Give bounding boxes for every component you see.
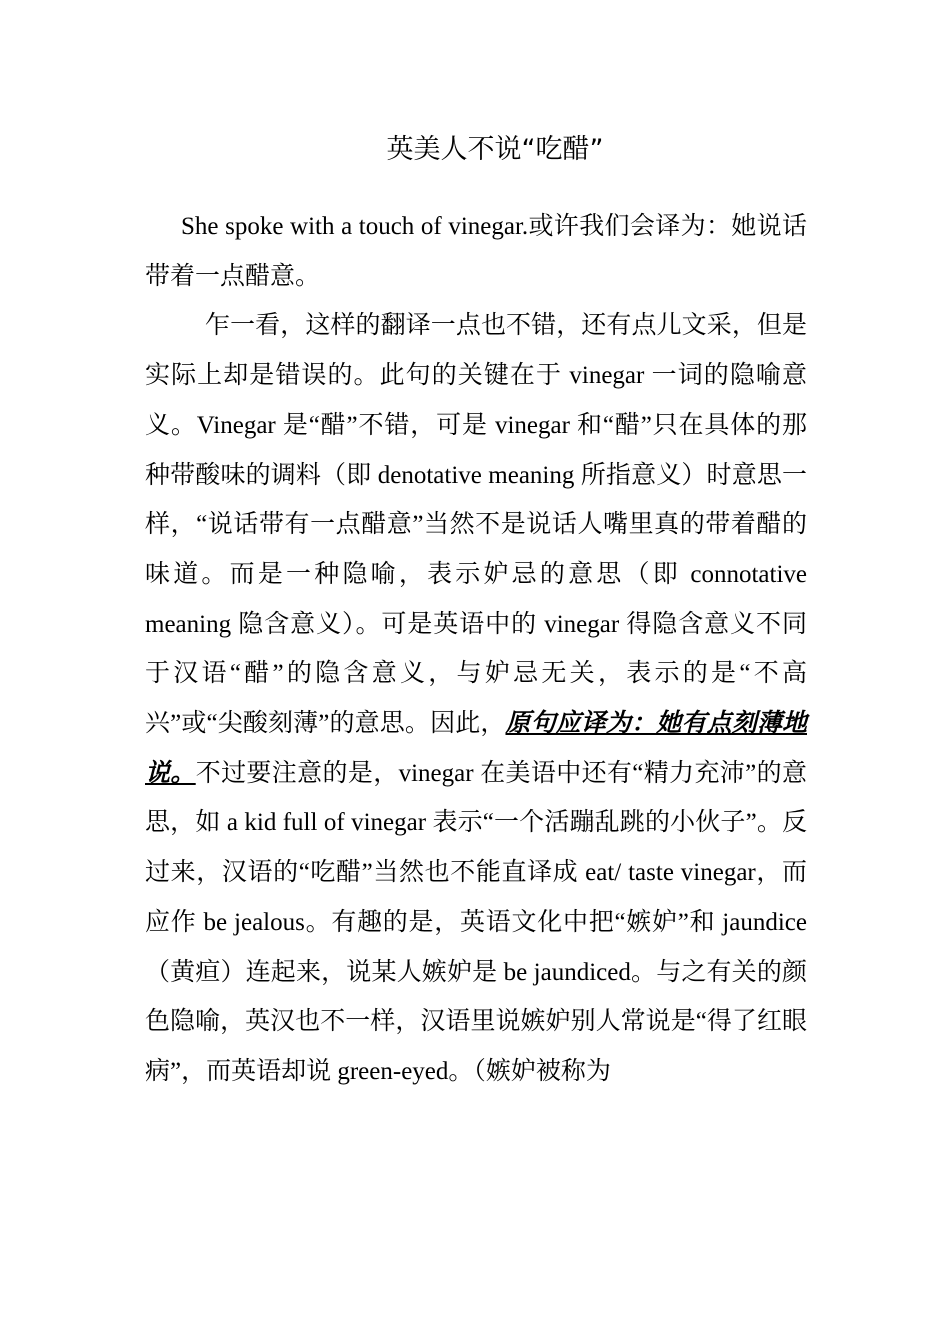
paragraph-1 bbox=[145, 202, 807, 301]
paragraph-2 bbox=[145, 301, 807, 1096]
translation-highlight: 原句应译为：她有点刻薄地说。 bbox=[145, 710, 807, 787]
paragraph-2-text-after: 不过要注意的是，vinegar 在美语中还有“精力充沛”的意思，如 a kid full of vinegar 表示“一个活蹦乱跳的小伙子”。反过来，汉语的“吃醋”当然也不能直译成 eat/ taste vinegar，而应作 be jealous。有趣的是，英语文化中把“嫉妒”和 jaundice（黄疸）连起来，说某人嫉妒是 be jaundiced。与之有关的颜色隐喻，英汉也不一样，汉语里说嫉妒别人常说是“得了红眼病”，而英语却说 green-eyed。（嫉妒被称为 bbox=[145, 759, 807, 1085]
document-title: 英美人不说“吃醋” bbox=[386, 134, 604, 165]
paragraph-2-text-before: 乍一看，这样的翻译一点也不错，还有点儿文采，但是实际上却是错误的。此句的关键在于 vinegar 一词的隐喻意义。Vinegar 是“醋”不错，可是 vinegar 和“醋”只在具体的那种带酸味的调料（即 denotative meaning 所指意义）时意思一样，“说话带有一点醋意”当然不是说话人嘴里真的带着醋的味道。而是一种隐喻，表示妒忌的意思（即 connotative meaning 隐含意义）。可是英语中的 vinegar 得隐含意义不同于汉语“醋”的隐含意义，与妒忌无关，表示的是“不高兴”或“尖酸刻薄”的意思。因此， bbox=[145, 312, 807, 738]
paragraph-1-text: She spoke with a touch of vinegar.或许我们会译为：她说话带着一点醋意。 bbox=[145, 213, 807, 290]
document-body bbox=[145, 202, 807, 1097]
